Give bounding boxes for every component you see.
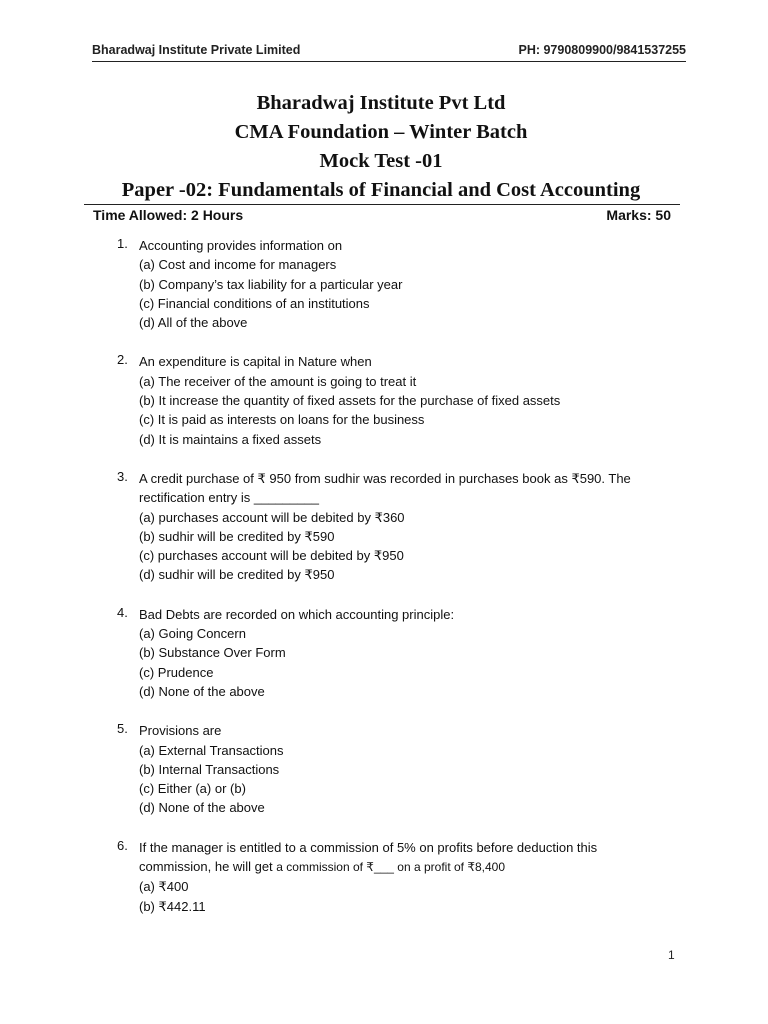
title-course: CMA Foundation – Winter Batch — [234, 121, 528, 143]
option-d: (d) sudhir will be credited by ₹950 — [139, 567, 335, 583]
document-title — [60, 89, 702, 205]
question-number: 4. — [117, 604, 128, 620]
option-c: (c) purchases account will be debited by ₹950 — [139, 548, 404, 564]
option-b: (b) It increase the quantity of fixed assets for the purchase of fixed assets — [139, 393, 561, 409]
question-text: Bad Debts are recorded on which accounting principle: — [139, 606, 455, 622]
time-allowed: Time Allowed: 2 Hours — [93, 207, 244, 223]
question-text-line-2: rectification entry is _________ — [139, 490, 319, 506]
page-number: 1 — [668, 948, 675, 962]
title-divider — [84, 204, 680, 205]
question-4 — [117, 605, 677, 701]
question-2 — [117, 352, 677, 448]
title-paper: Paper -02: Fundamentals of Financial and Cost Accounting — [121, 179, 641, 201]
option-b: (b) sudhir will be credited by ₹590 — [139, 528, 335, 544]
option-d: (d) None of the above — [139, 800, 265, 816]
option-a: (a) The receiver of the amount is going to treat it — [139, 373, 417, 389]
option-a: (a) Cost and income for managers — [139, 257, 337, 273]
question-number: 1. — [117, 236, 128, 251]
option-b: (b) Company’s tax liability for a particular year — [139, 276, 403, 292]
option-a: (a) Going Concern — [139, 626, 246, 642]
option-b: (b) Substance Over Form — [139, 645, 286, 661]
question-text-line-1: A credit purchase of ₹ 950 from sudhir was recorded in purchases book as ₹590. The — [139, 470, 631, 486]
option-a: (a) ₹400 — [139, 879, 189, 895]
question-text-line-2-start: commission, he will get — [139, 859, 277, 875]
title-institute: Bharadwaj Institute Pvt Ltd — [256, 92, 506, 114]
option-d: (d) It is maintains a fixed assets — [139, 431, 322, 447]
option-b: (b) Internal Transactions — [139, 761, 280, 777]
question-1 — [117, 236, 677, 332]
option-b: (b) ₹442.11 — [139, 898, 206, 914]
option-c: (c) Financial conditions of an institutions — [139, 295, 370, 311]
question-number: 3. — [117, 468, 128, 484]
question-text-line-1: If the manager is entitled to a commission of 5% on profits before deduction this — [139, 839, 598, 855]
question-list — [117, 236, 677, 936]
option-d: (d) All of the above — [139, 315, 248, 331]
question-6 — [117, 838, 677, 916]
question-text: Accounting provides information on — [139, 238, 343, 253]
option-c: (c) It is paid as interests on loans for the business — [139, 412, 425, 428]
question-text: An expenditure is capital in Nature when — [139, 354, 372, 370]
question-number: 2. — [117, 352, 128, 368]
question-text-line-2-end: a commission of ₹___ on a profit of ₹8,400 — [276, 860, 506, 875]
question-number: 5. — [117, 721, 128, 737]
question-5 — [117, 721, 677, 817]
option-c: (c) Either (a) or (b) — [139, 781, 246, 797]
question-number: 6. — [117, 837, 128, 853]
option-a: (a) purchases account will be debited by ₹360 — [139, 509, 405, 525]
question-3 — [117, 469, 677, 585]
total-marks: Marks: 50 — [606, 207, 671, 223]
option-a: (a) External Transactions — [139, 742, 284, 758]
title-test: Mock Test -01 — [319, 150, 443, 172]
header-phone: PH: 9790809900/9841537255 — [518, 43, 686, 57]
page-header — [92, 41, 686, 62]
option-d: (d) None of the above — [139, 683, 265, 699]
question-text-line-2 — [139, 857, 677, 877]
question-text: Provisions are — [139, 723, 222, 739]
header-institute-name: Bharadwaj Institute Private Limited — [92, 43, 301, 57]
option-c: (c) Prudence — [139, 664, 214, 680]
